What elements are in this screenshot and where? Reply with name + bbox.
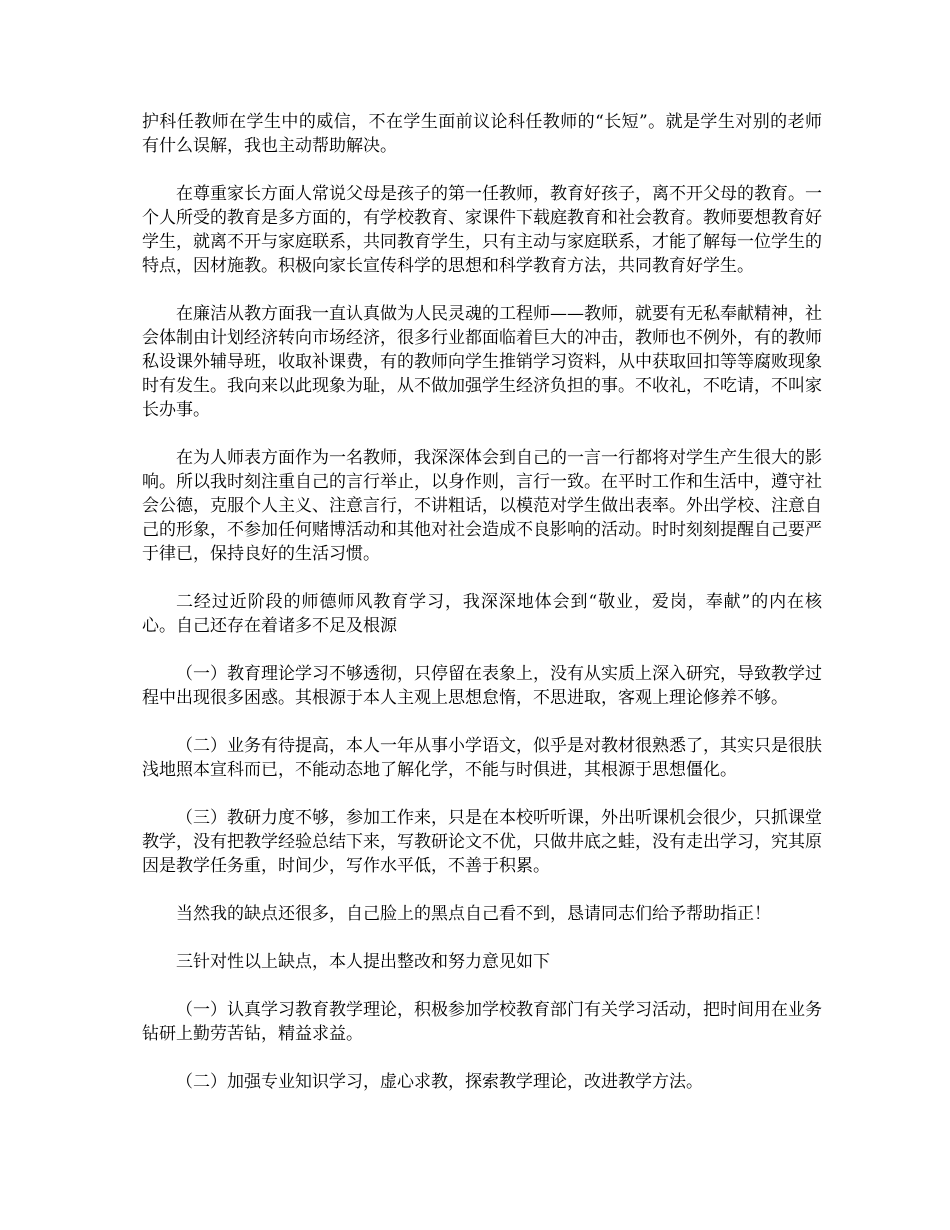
document-body <box>142 110 822 1094</box>
paragraph-request-help: 当然我的缺点还很多，自己脸上的黑点自己看不到，恳请同志们给予帮助指正！ <box>176 904 771 924</box>
paragraph-shortcoming-1: （一）教育理论学习不够透彻，只停留在表象上，没有从实质上深入研究，导致教学过程中出现很多困惑。其根源于本人主观上思想怠惰，不思进取，客观上理论修养不够。 <box>142 664 822 708</box>
paragraph-section-three-heading: 三针对性以上缺点，本人提出整改和努力意见如下 <box>176 952 550 972</box>
paragraph-shortcoming-2: （二）业务有待提高，本人一年从事小学语文，似乎是对教材很熟悉了，其实只是很肤浅地照本宣科而已，不能动态地了解化学，不能与时俱进，其根源于思想僵化。 <box>142 736 822 780</box>
paragraph-improvement-1: （一）认真学习教育教学理论，积极参加学校教育部门有关学习活动，把时间用在业务钻研上勤劳苦钻，精益求益。 <box>142 1000 822 1044</box>
paragraph-respect-colleagues-continued: 护科任教师在学生中的威信，不在学生面前议论科任教师的“长短”。就是学生对别的老师有什么误解，我也主动帮助解决。 <box>142 112 822 156</box>
paragraph-integrity: 在廉洁从教方面我一直认真做为人民灵魂的工程师——教师，就要有无私奉献精神，社会体制由计划经济转向市场经济，很多行业都面临着巨大的冲击，教师也不例外，有的教师私设课外辅导班，收取补课费，有的教师向学生推销学习资料，从中获取回扣等等腐败现象时有发生。我向来以此现象为耻，从不做加强学生经济负担的事。不收礼，不吃请，不叫家长办事。 <box>142 304 822 420</box>
paragraph-section-two-heading: 二经过近阶段的师德师风教育学习，我深深地体会到“敬业，爱岗，奉献”的内在核心。自己还存在着诸多不足及根源 <box>142 592 822 636</box>
paragraph-role-model: 在为人师表方面作为一名教师，我深深体会到自己的一言一行都将对学生产生很大的影响。所以我时刻注重自己的言行举止，以身作则，言行一致。在平时工作和生活中，遵守社会公德，克服个人主义、注意言行，不讲粗话，以模范对学生做出表率。外出学校、注意自己的形象，不参加任何赌博活动和其他对社会造成不良影响的活动。时时刻刻提醒自己要严于律已，保持良好的生活习惯。 <box>142 448 822 564</box>
paragraph-shortcoming-3: （三）教研力度不够，参加工作来，只是在本校听听课，外出听课机会很少，只抓课堂教学，没有把教学经验总结下来，写教研论文不优，只做井底之蛙，没有走出学习，究其原因是教学任务重，时间少，写作水平低，不善于积累。 <box>142 808 822 876</box>
paragraph-respect-parents: 在尊重家长方面人常说父母是孩子的第一任教师，教育好孩子，离不开父母的教育。一个人所受的教育是多方面的，有学校教育、家课件下载庭教育和社会教育。教师要想教育好学生，就离不开与家庭联系，共同教育学生，只有主动与家庭联系，才能了解每一位学生的特点，因材施教。积极向家长宣传科学的思想和科学教育方法，共同教育好学生。 <box>142 184 822 276</box>
paragraph-improvement-2: （二）加强专业知识学习，虚心求教，探索教学理论，改进教学方法。 <box>176 1072 703 1092</box>
